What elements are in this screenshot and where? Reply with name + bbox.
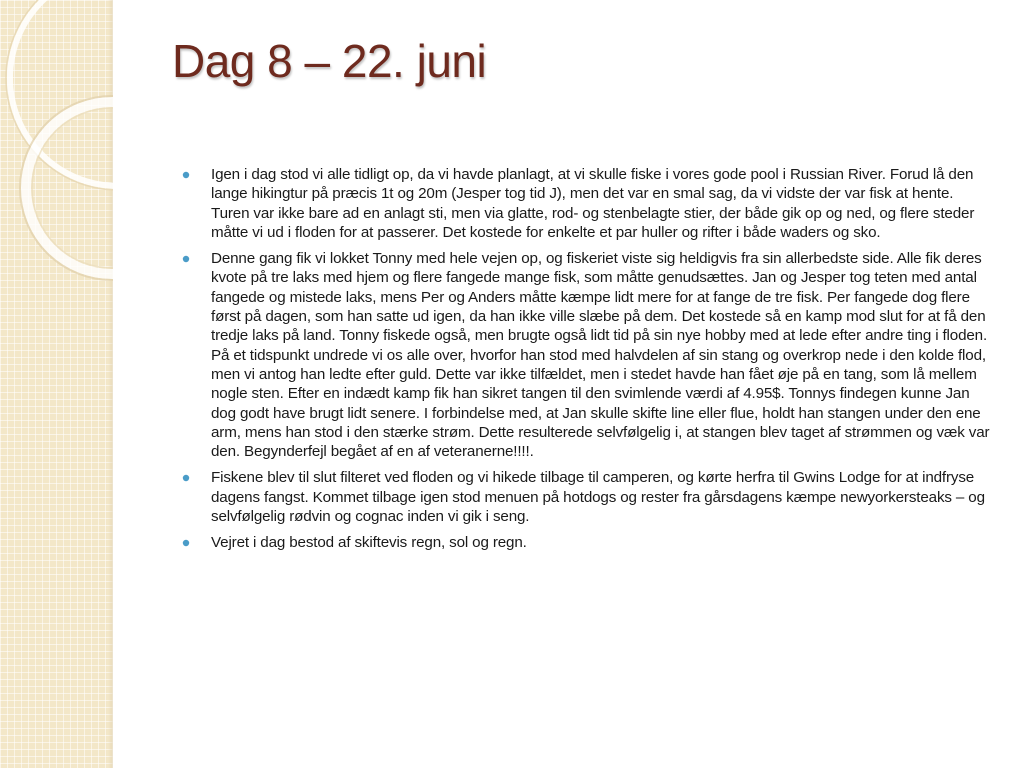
slide-title: Dag 8 – 22. juni — [172, 35, 487, 87]
list-item-text: Denne gang fik vi lokket Tonny med hele vejen op, og fiskeriet viste sig heldigvis fra sin allerbedste side. Alle fik deres kvote på tre laks med hjem og flere fangede mange fisk, som måtte genudsættes. Jan og Jesper tog teten med antal fangede og mistede laks, mens Per og Anders måtte kæmpe lidt mere for at fange de tre fisk. Per fangede dog flere først på dagen, som han satte ud igen, da han ikke ville slæbe på dem. Det kostede så en kamp mod slut for at få den tredje laks på land. Tonny fiskede også, men brugte også lidt tid på sin nye hobby med at lede efter andre ting i floden. På et tidspunkt undrede vi os alle over, hvorfor han stod med halvdelen af sin stang og overkrop nede i den kolde flod, men vi antog han ledte efter guld. Dette var ikke tilfældet, men i stedet havde han fået øje på en tang, som lå mellem nogle sten. Efter en indædt kamp fik han sikret tangen til den svimlende værdi af 4.95$. Tonnys findegen kunne Jan dog godt have brugt lidt senere. I forbindelse med, at Jan skulle skifte line eller flue, holdt han stangen under den ene arm, mens han stod i den stærke strøm. Dette resulterede selvfølgelig i, at stangen blev taget af strømmen og væk var den. Begynderfejl begået af en af veteranerne!!!!. — [211, 250, 990, 461]
bullet-icon — [182, 170, 192, 180]
list-item-text: Vejret i dag bestod af skiftevis regn, sol og regn. — [211, 534, 527, 552]
list-item — [182, 533, 992, 552]
bullet-icon — [182, 254, 192, 264]
decorative-circles-icon — [0, 0, 113, 768]
list-item-text: Fiskene blev til slut filteret ved floden og vi hikede tilbage til camperen, og kørte herfra til Gwins Lodge for at indfryse dagens fangst. Kommet tilbage igen stod menuen på hotdogs og rester fra gårsdagens kæmpe newyorkersteaks – og selvfølgelig rødvin og cognac inden vi gik i seng. — [211, 469, 985, 526]
bullet-icon — [182, 538, 192, 548]
list-item — [182, 468, 992, 526]
list-item — [182, 249, 992, 461]
list-item-text: Igen i dag stod vi alle tidligt op, da vi havde planlagt, at vi skulle fiske i vores gode pool i Russian River. Forud lå den lange hikingtur på præcis 1t og 20m (Jesper tog tid J), men det var en smal sag, da vi vidste der var fisk at hente. Turen var ikke bare ad en anlagt sti, men via glatte, rod- og stenbelagte stier, der både gik op og ned, og flere steder måtte vi ud i floden for at passerer. Det kostede for enkelte et par huller og rifter i både waders og sko. — [211, 166, 975, 241]
list-item — [182, 165, 992, 242]
bullet-icon — [182, 473, 192, 483]
bullet-list — [182, 165, 992, 560]
